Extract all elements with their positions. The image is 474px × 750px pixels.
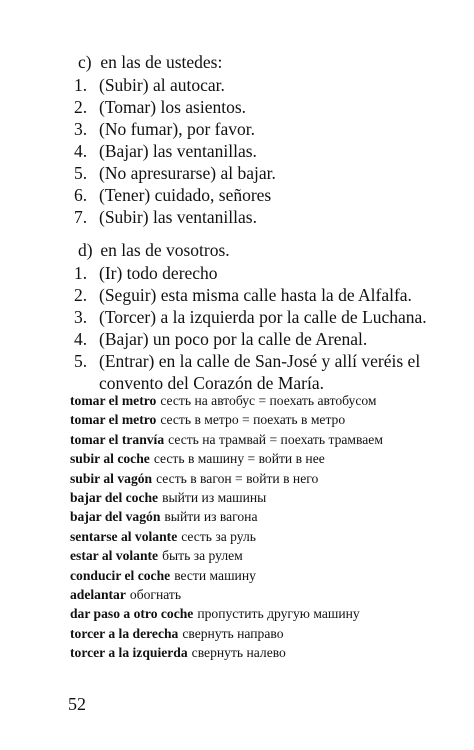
exercise-c-item (0, 96, 474, 118)
exercise-d-title: en las de vosotros. (100, 240, 230, 260)
item-text: (Entrar) en la calle de San-José y allí veréis el convento del Corazón de María. (99, 351, 421, 393)
item-text: (Bajar) las ventanillas. (99, 141, 257, 161)
vocab-russian: вести машину (174, 567, 256, 583)
vocab-spanish: bajar del coche (70, 489, 159, 505)
item-number: 2. (74, 285, 88, 305)
vocab-spanish: tomar el metro (70, 412, 157, 428)
exercise-d-heading (78, 238, 474, 262)
vocab-entry (70, 430, 470, 449)
vocab-spanish: estar al volante (70, 548, 159, 564)
vocab-spanish: subir al vagón (70, 470, 153, 486)
exercise-d-item (0, 328, 474, 350)
vocab-russian: выйти из вагона (164, 509, 258, 525)
vocab-entry (70, 507, 470, 526)
item-text: (Subir) al autocar. (99, 75, 225, 95)
vocab-entry (70, 391, 470, 410)
item-number: 4. (74, 329, 88, 349)
item-text: (Seguir) esta misma calle hasta la de Alfalfa. (99, 285, 412, 305)
vocab-spanish: torcer a la derecha (70, 625, 179, 641)
vocab-entry (70, 604, 470, 623)
exercise-c-item (0, 140, 474, 162)
vocabulary-list (70, 391, 470, 662)
exercise-c-item (0, 184, 474, 206)
vocab-spanish: subir al coche (70, 451, 150, 467)
exercise-d-item (0, 284, 474, 306)
exercise-d-item (0, 262, 474, 284)
item-number: 1. (74, 75, 88, 95)
item-number: 5. (74, 351, 88, 371)
vocab-russian: сесть в вагон = войти в него (156, 470, 319, 486)
vocab-entry (70, 643, 470, 662)
exercise-c-title: en las de ustedes: (100, 52, 223, 72)
vocab-spanish: bajar del vagón (70, 509, 161, 525)
vocab-entry (70, 527, 470, 546)
vocab-russian: пропустить другую машину (197, 606, 360, 622)
vocab-entry (70, 566, 470, 585)
vocab-spanish: adelantar (70, 586, 126, 602)
vocab-entry (70, 469, 470, 488)
vocab-spanish: tomar el tranvía (70, 431, 165, 447)
item-text: (Ir) todo derecho (99, 263, 218, 283)
vocab-russian: сесть на автобус = поехать автобусом (160, 393, 377, 408)
vocab-spanish: torcer a la izquierda (70, 645, 188, 661)
item-number: 1. (74, 263, 88, 283)
item-text: (Tener) cuidado, señores (99, 185, 272, 205)
exercise-d-item (0, 306, 474, 328)
exercise-c-item (0, 162, 474, 184)
vocab-russian: обогнать (129, 586, 182, 602)
vocab-entry (70, 585, 470, 604)
vocab-russian: сесть на трамвай = поехать трамваем (168, 431, 383, 447)
vocab-entry (70, 624, 470, 643)
vocab-entry (70, 546, 470, 565)
vocab-spanish: conducir el coche (70, 567, 171, 583)
exercise-c-letter: c) (78, 52, 92, 72)
item-number: 4. (74, 141, 88, 161)
item-number: 6. (74, 185, 88, 205)
exercise-d (0, 238, 474, 394)
vocab-spanish: sentarse al volante (70, 528, 178, 544)
page-number: 52 (68, 694, 86, 714)
item-text: (Tomar) los asientos. (99, 97, 247, 117)
exercise-d-letter: d) (78, 240, 93, 260)
exercise-c-item (0, 118, 474, 140)
item-text: (No fumar), por favor. (99, 119, 255, 139)
item-text: (Bajar) un poco por la calle de Arenal. (99, 329, 368, 349)
vocab-russian: сесть в метро = поехать в метро (160, 412, 346, 428)
vocab-spanish: dar paso a otro coche (70, 606, 194, 622)
item-number: 5. (74, 163, 88, 183)
exercise-c-item (0, 206, 474, 228)
exercise-c-item (0, 74, 474, 96)
vocab-entry (70, 410, 470, 429)
item-number: 7. (74, 207, 88, 227)
vocab-russian: выйти из машины (162, 489, 267, 505)
item-number: 3. (74, 307, 88, 327)
vocab-entry (70, 449, 470, 468)
vocab-russian: быть за рулем (162, 548, 243, 564)
item-number: 3. (74, 119, 88, 139)
item-number: 2. (74, 97, 88, 117)
exercise-d-item (0, 350, 474, 394)
vocab-russian: сесть в машину = войти в нее (153, 451, 325, 467)
vocab-spanish: tomar el metro (70, 393, 157, 408)
exercise-c (0, 50, 474, 228)
item-text: (Torcer) a la izquierda por la calle de Luchana. (99, 307, 427, 327)
item-text: (No apresurarse) al bajar. (99, 163, 276, 183)
vocab-russian: свернуть направо (182, 625, 284, 641)
vocab-russian: свернуть налево (191, 645, 286, 661)
item-text: (Subir) las ventanillas. (99, 207, 257, 227)
vocab-russian: сесть за руль (181, 528, 256, 544)
vocab-entry (70, 488, 470, 507)
exercise-c-heading (78, 50, 474, 74)
